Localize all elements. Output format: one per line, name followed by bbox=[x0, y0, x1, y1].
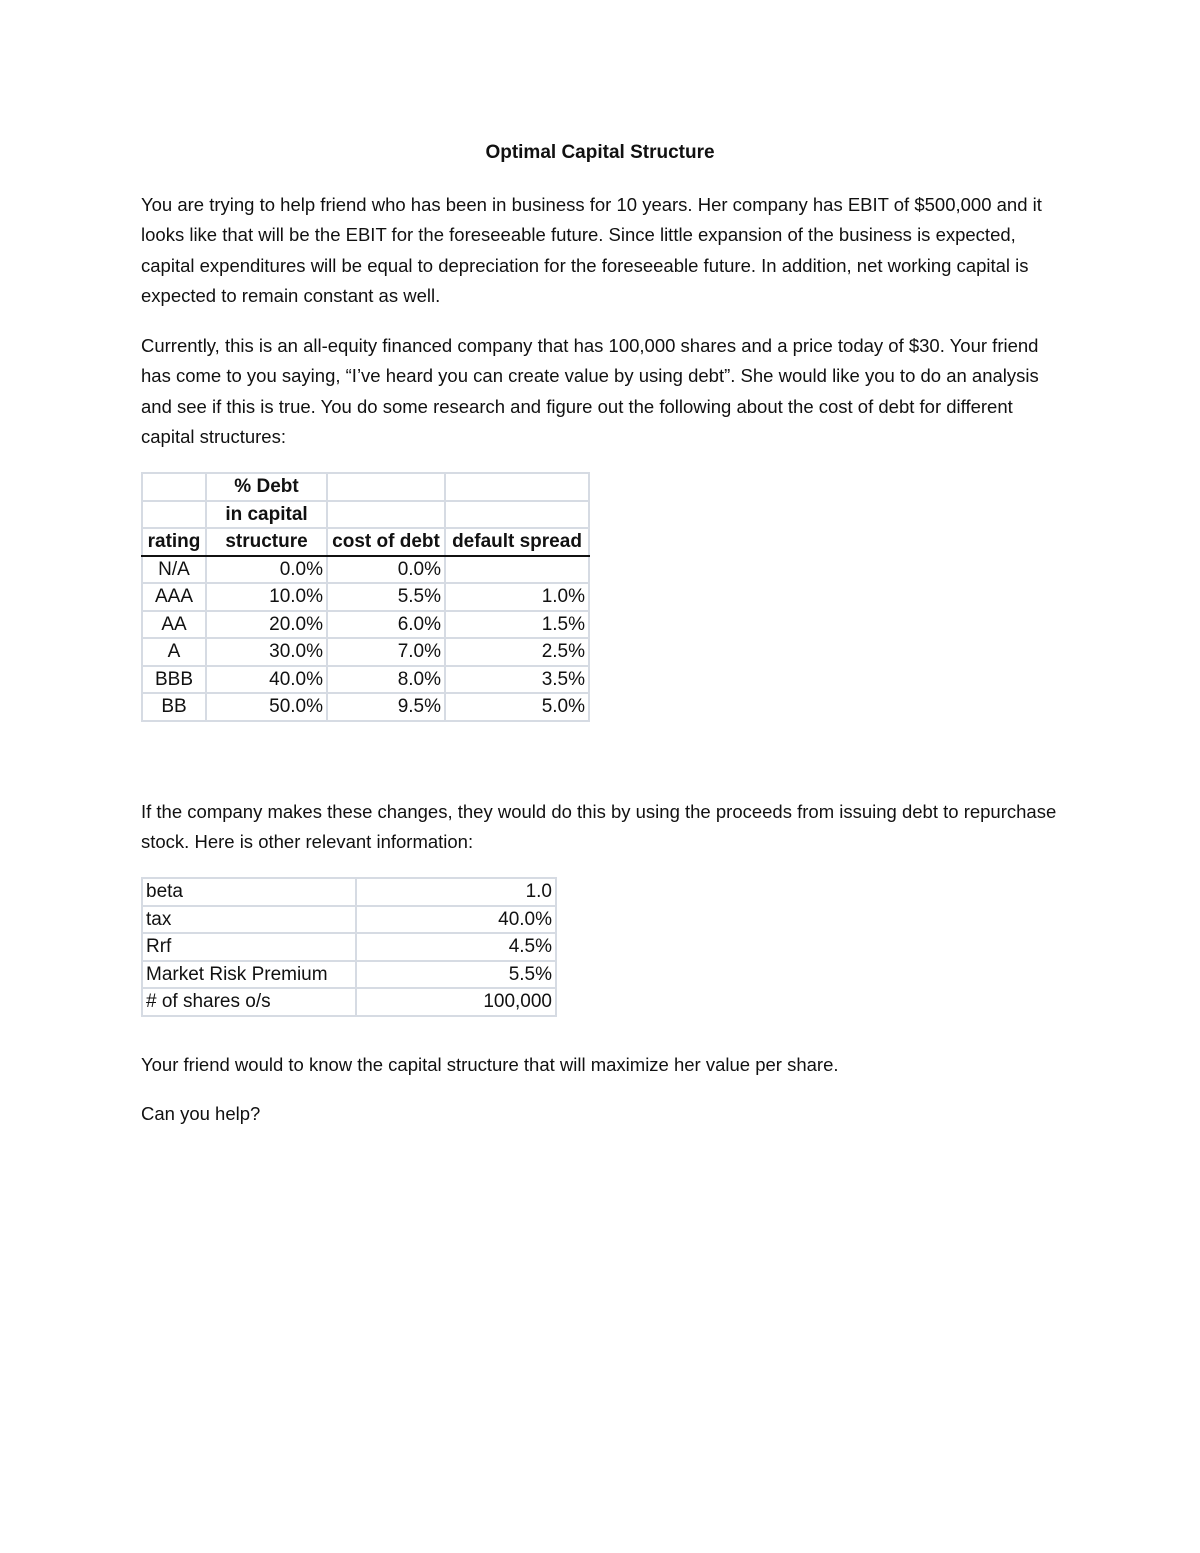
pct-debt-cell: 0.0% bbox=[206, 556, 327, 584]
table-row bbox=[142, 933, 556, 961]
rating-cell: N/A bbox=[142, 556, 206, 584]
document-title: Optimal Capital Structure bbox=[485, 142, 715, 163]
table-header-row bbox=[142, 501, 589, 529]
closing-paragraph: Can you help? bbox=[141, 1103, 261, 1124]
table-row bbox=[142, 906, 556, 934]
pct-debt-cell: 40.0% bbox=[206, 666, 327, 694]
cost-of-debt-cell: 8.0% bbox=[327, 666, 445, 694]
info-label-cell: Rrf bbox=[142, 933, 356, 961]
intro-paragraph: You are trying to help friend who has been in business for 10 years. Her company has EBIT of $500,000 and it looks like that will be the EBIT for the foreseeable future. Since little expansion of the business is expected, capital expenditures will be equal to depreciation for the foreseeable future. In addition, net working capital is expected to remain constant as well. bbox=[141, 194, 1042, 306]
cost-of-debt-cell: 5.5% bbox=[327, 583, 445, 611]
default-spread-cell: 1.0% bbox=[445, 583, 589, 611]
header-cell-empty bbox=[142, 501, 206, 529]
default-spread-cell: 3.5% bbox=[445, 666, 589, 694]
table-header-row bbox=[142, 528, 589, 556]
header-pct-debt: structure bbox=[206, 528, 327, 556]
rating-cell: BBB bbox=[142, 666, 206, 694]
info-value-cell: 40.0% bbox=[356, 906, 556, 934]
pct-debt-cell: 10.0% bbox=[206, 583, 327, 611]
cost-of-debt-cell: 9.5% bbox=[327, 693, 445, 721]
info-label-cell: tax bbox=[142, 906, 356, 934]
default-spread-cell bbox=[445, 556, 589, 584]
default-spread-cell: 1.5% bbox=[445, 611, 589, 639]
rating-cell: AAA bbox=[142, 583, 206, 611]
cost-of-debt-cell: 7.0% bbox=[327, 638, 445, 666]
table-row bbox=[142, 878, 556, 906]
question-paragraph: Your friend would to know the capital structure that will maximize her value per share. bbox=[141, 1054, 839, 1075]
info-value-cell: 100,000 bbox=[356, 988, 556, 1016]
table-row bbox=[142, 666, 589, 694]
table-row bbox=[142, 988, 556, 1016]
info-label-cell: Market Risk Premium bbox=[142, 961, 356, 989]
header-cell-empty bbox=[445, 473, 589, 501]
pct-debt-cell: 50.0% bbox=[206, 693, 327, 721]
relevant-info-table bbox=[141, 877, 557, 1017]
pct-debt-cell: 30.0% bbox=[206, 638, 327, 666]
header-pct-debt: % Debt bbox=[206, 473, 327, 501]
rating-cell: AA bbox=[142, 611, 206, 639]
table-row bbox=[142, 556, 589, 584]
header-cell-empty bbox=[142, 473, 206, 501]
default-spread-cell: 2.5% bbox=[445, 638, 589, 666]
header-default-spread: default spread bbox=[445, 528, 589, 556]
repurchase-paragraph: If the company makes these changes, they would do this by using the proceeds from issuing debt to repurchase stock. Here is other relevant information: bbox=[141, 801, 1057, 853]
info-label-cell: # of shares o/s bbox=[142, 988, 356, 1016]
info-value-cell: 5.5% bbox=[356, 961, 556, 989]
info-label-cell: beta bbox=[142, 878, 356, 906]
table-row bbox=[142, 961, 556, 989]
default-spread-cell: 5.0% bbox=[445, 693, 589, 721]
table-row bbox=[142, 638, 589, 666]
header-cell-empty bbox=[327, 501, 445, 529]
header-pct-debt: in capital bbox=[206, 501, 327, 529]
table-row bbox=[142, 583, 589, 611]
header-cell-empty bbox=[445, 501, 589, 529]
rating-cell: BB bbox=[142, 693, 206, 721]
table-row bbox=[142, 693, 589, 721]
header-cell-empty bbox=[327, 473, 445, 501]
cost-of-debt-table bbox=[141, 472, 590, 722]
table-header-row bbox=[142, 473, 589, 501]
info-value-cell: 1.0 bbox=[356, 878, 556, 906]
cost-of-debt-cell: 6.0% bbox=[327, 611, 445, 639]
table-row bbox=[142, 611, 589, 639]
header-cost-of-debt: cost of debt bbox=[327, 528, 445, 556]
info-value-cell: 4.5% bbox=[356, 933, 556, 961]
pct-debt-cell: 20.0% bbox=[206, 611, 327, 639]
situation-paragraph: Currently, this is an all-equity financed company that has 100,000 shares and a price today of $30. Your friend has come to you saying, “I’ve heard you can create value by using debt”. She would like you to do an analysis and see if this is true. You do some research and figure out the following about the cost of debt for different capital structures: bbox=[141, 335, 1039, 447]
rating-cell: A bbox=[142, 638, 206, 666]
header-rating: rating bbox=[142, 528, 206, 556]
cost-of-debt-cell: 0.0% bbox=[327, 556, 445, 584]
